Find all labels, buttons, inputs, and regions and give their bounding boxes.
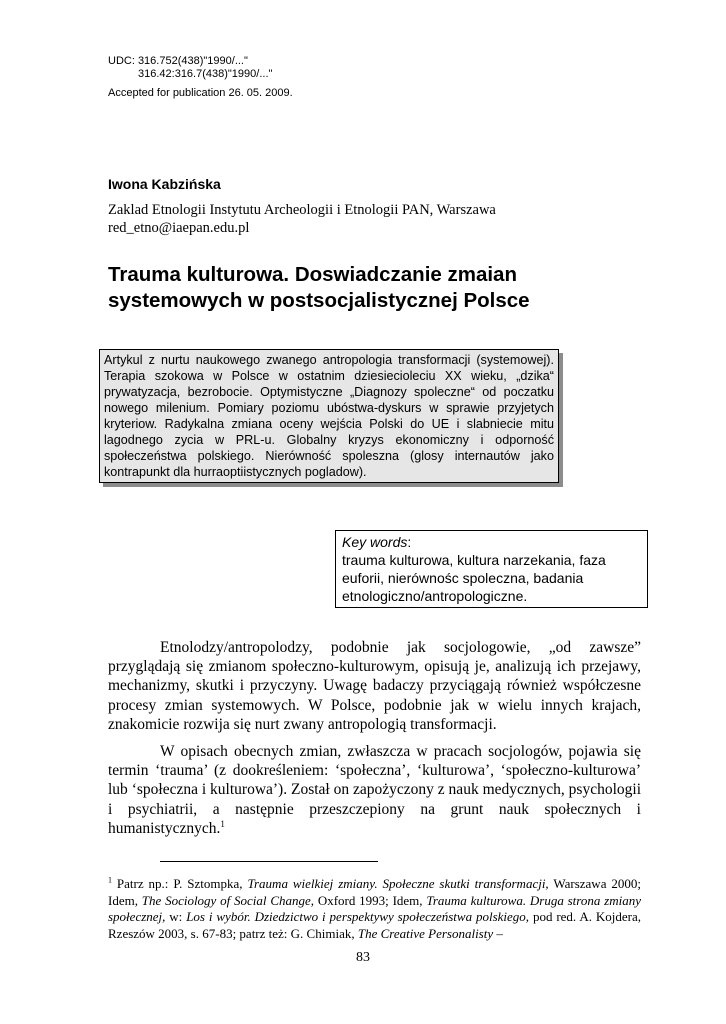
keywords-box — [335, 530, 648, 608]
abstract-box — [99, 349, 559, 483]
footnote-italic-4: Los i wybór. Dziedzictwo i perspektywy społeczeństwa polskiego, — [186, 909, 530, 924]
udc-line-1: UDC: 316.752(438)"1990/..." — [108, 55, 248, 67]
footnote-italic-1: Trauma wielkiej zmiany. Społeczne skutki transformacji, — [247, 876, 549, 891]
body-paragraph-1: Etnolodzy/antropolodzy, podobnie jak socjologowie, „od zawsze” przyglądają się zmianom społeczno-kulturowym, opisują je, analizują ich przejawy, mechanizmy, skutki i przyczyny. Uwagę badaczy przyciągają również współczesne procesy zmian systemowych. W Polsce, podobnie jak w wielu innych krajach, znakomicie rozwija się nurt zwany antropologią transformacji. — [108, 639, 641, 733]
footnote-text-5: pod red. A. Kojdera, Rzeszów 2003, s. 67-83; patrz też: G. Chimiak, — [108, 909, 642, 941]
footnote-text-2: Warszawa 2000; Idem, — [108, 876, 641, 908]
body-paragraph-2-text: W opisach obecnych zmian, zwłaszcza w pracach socjologów, pojawia się termin ‘trauma’ (z dookreśleniem: ‘społeczna’, ‘kulturowa’, ‘społeczno-kulturowa’ lub ‘społeczna i kulturowa’). Został on zapożyczony z nauk medycznych, psychologii i psychiatrii, a następnie przeszczepiony na grunt nauk społecznych i humanistycznych. — [108, 743, 641, 837]
article-title-line-1: Trauma kulturowa. Doswiadczanie zmaian — [108, 263, 517, 286]
footnote-text-6: – — [493, 925, 503, 941]
author-email: red_etno@iaepan.edu.pl — [108, 220, 250, 236]
abstract-text: Artykul z nurtu naukowego zwanego antropologia transformacji (systemowej). Terapia szokowa w Polsce w ostatnim dziesiecioleciu XX wieku, „dzika“ prywatyzacja, bezrobocie. Optymistyczne „Diagnozy spoleczne“ od poczatku nowego milenium. Pomiary poziomu ubóstwa-dyskurs w sprawie przyjetych kryteriow. Radykalna zmiana oceny wejścia Polski do UE i slabniecie mitu lagodnego zycia w PRL-u. Globalny kryzys ekonomiczny i odporność społeczeństwa polskiego. Nierówność spoleszna (glosy internautów jako kontrapunkt dla hurraoptiistycznych pogladow). — [104, 353, 554, 479]
footnote — [108, 876, 641, 942]
article-title-line-2: systemowych w postsocjalistycznej Polsce — [108, 289, 530, 312]
article-title — [108, 262, 608, 314]
article-body — [108, 638, 641, 846]
udc-classification — [108, 55, 272, 81]
footnote-text-3: Oxford 1993; Idem, — [314, 892, 427, 908]
body-paragraph-2 — [108, 742, 641, 838]
author-affiliation-block — [108, 201, 496, 237]
keywords-label: Key words — [342, 534, 408, 550]
keywords-colon: : — [407, 534, 412, 550]
author-affiliation: Zaklad Etnologii Instytutu Archeologii i Etnologii PAN, Warszawa — [108, 202, 496, 218]
footnote-separator — [160, 861, 378, 862]
udc-line-2: 316.42:316.7(438)"1990/..." — [138, 68, 273, 80]
footnote-reference: 1 — [220, 818, 225, 829]
footnote-text-1: Patrz np.: P. Sztompka, — [112, 876, 248, 891]
keywords-text: trauma kulturowa, kultura narzekania, faza euforii, nierównośc spoleczna, badania etnologiczno/antropologiczne. — [342, 552, 606, 604]
footnote-text-4: w: — [165, 909, 187, 924]
footnote-mark: 1 — [108, 875, 112, 885]
footnote-italic-3: Trauma kulturowa. Druga strona zmiany społecznej, — [108, 892, 641, 924]
footnote-italic-2: The Sociology of Social Change, — [141, 892, 315, 908]
page-number: 83 — [356, 950, 370, 965]
author-name: Iwona Kabzińska — [108, 176, 221, 192]
footnote-italic-5: The Creative Personalisty — [357, 925, 494, 941]
accepted-date: Accepted for publication 26. 05. 2009. — [108, 87, 293, 99]
keywords-heading — [342, 533, 642, 551]
